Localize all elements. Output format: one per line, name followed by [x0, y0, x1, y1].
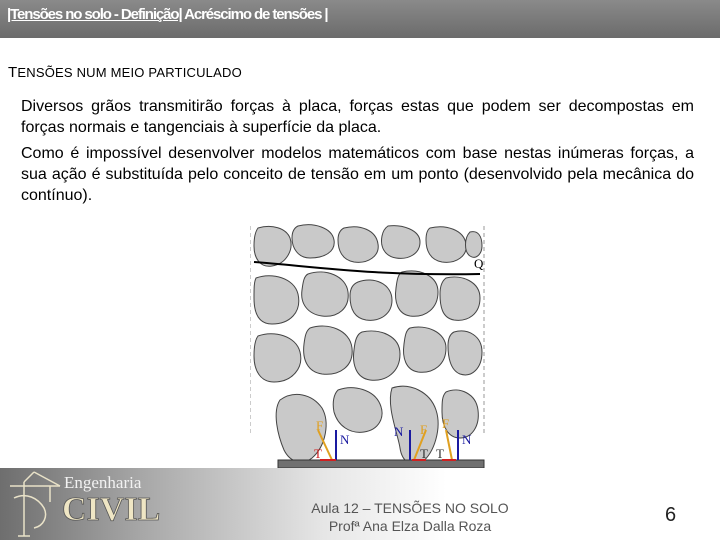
footer-course: Aula 12 – TENSÕES NO SOLO	[311, 500, 509, 516]
page-number: 6	[665, 504, 677, 526]
force-label-f: F	[442, 416, 450, 431]
engenharia-civil-logo	[4, 468, 164, 540]
logo-text-civil: CIVIL	[62, 491, 161, 528]
header-bar	[0, 0, 720, 38]
header-breadcrumb	[7, 6, 328, 23]
grain	[404, 327, 446, 372]
paragraph-stress-concept: Como é impossível desenvolver modelos matemáticos com base nestas inúmeras forças, a sua ação é substituída pelo conceito de tensão em um ponto (desenvolvido pela mecânica do contínuo).	[21, 145, 694, 204]
force-label-n: N	[394, 424, 404, 439]
force-label-t: T	[314, 446, 322, 461]
particulate-medium-figure	[250, 224, 490, 474]
force-label-n: N	[340, 432, 350, 447]
header-current-section: Acréscimo de tensões |	[181, 6, 328, 23]
tower-crane-icon	[10, 472, 60, 536]
footer-author: Profª Ana Elza Dalla Roza	[328, 518, 492, 534]
grain	[254, 334, 301, 382]
grain	[350, 280, 392, 320]
grain	[466, 232, 483, 258]
load-label: Q	[474, 256, 484, 271]
base-plate	[278, 460, 484, 468]
logo-text-engenharia: Engenharia	[64, 473, 142, 492]
header-link-definicao[interactable]: |Tensões no solo - Definição|	[7, 6, 182, 23]
force-label-n: N	[462, 432, 472, 447]
force-label-f: F	[316, 418, 324, 433]
grain	[440, 277, 480, 320]
slide-title	[8, 64, 242, 81]
paragraph-forces: Diversos grãos transmitirão forças à placa, forças estas que podem ser decompostas em forças normais e tangenciais à superfície da placa.	[21, 98, 694, 136]
force-label-t: T	[436, 446, 444, 461]
force-label-t: T	[420, 446, 428, 461]
slide-title-initial: T	[8, 64, 18, 81]
grain	[448, 331, 482, 375]
grain	[396, 271, 438, 316]
grain	[302, 272, 349, 316]
slide-title-rest: ENSÕES NUM MEIO PARTICULADO	[17, 65, 242, 80]
force-label-f: F	[420, 422, 428, 437]
grain	[354, 331, 400, 380]
